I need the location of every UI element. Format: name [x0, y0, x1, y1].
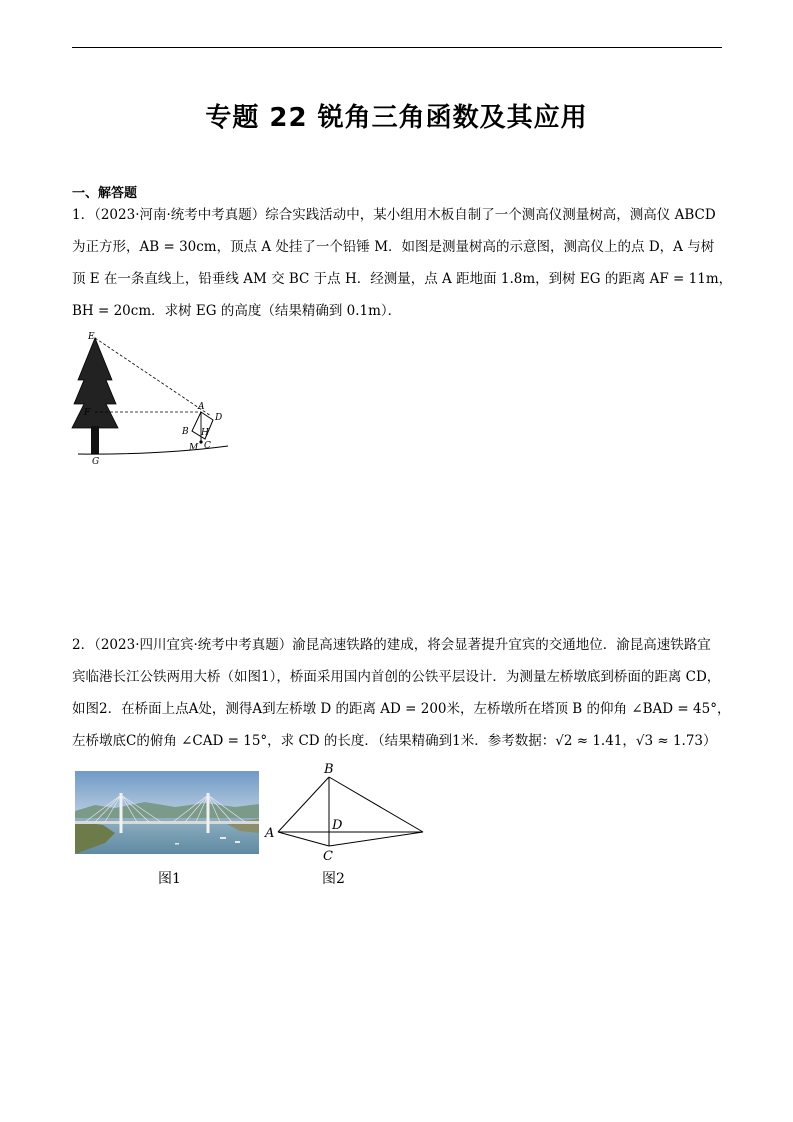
- q1-line-3: 顶 E 在一条直线上，铅垂线 AM 交 BC 于点 H．经测量，点 A 距地面 1.8m，到树 EG 的距离 AF = 11m，: [72, 271, 733, 287]
- figure-1-caption: 图1: [158, 871, 181, 887]
- segment-ab: [278, 777, 329, 832]
- page-title: 专题 22 锐角三角函数及其应用: [205, 103, 588, 133]
- segment-ac: [278, 832, 329, 846]
- figure-2-caption: 图2: [322, 871, 345, 887]
- question-1-figure: [70, 328, 240, 468]
- bridge-photo: [75, 771, 259, 854]
- q1-line-1: 1．（2023·河南·统考中考真题）综合实践活动中，某小组用木板自制了一个测高仪测量树高，测高仪 ABCD: [72, 207, 716, 223]
- label-g: G: [92, 457, 100, 467]
- q2-line-2: 宾临港长江公铁两用大桥（如图1），桥面采用国内首创的公铁平层设计．为测量左桥墩底到桥面的距离 CD，: [72, 669, 721, 685]
- question-2-text: [72, 629, 732, 757]
- label-e: E: [88, 332, 95, 342]
- q1-line-2: 为正方形，AB = 30cm，顶点 A 处挂了一个铅锤 M．如图是测量树高的示意图，测高仪上的点 D，A 与树: [72, 239, 715, 255]
- label-d: D: [215, 413, 223, 423]
- plumb-weight: [199, 440, 202, 443]
- label-d2: D: [332, 818, 343, 833]
- label-c2: C: [323, 849, 333, 864]
- label-b: B: [182, 427, 189, 437]
- tree-crown: [72, 338, 118, 428]
- section-heading: 一、解答题: [72, 186, 138, 201]
- q1-line-4: BH = 20cm．求树 EG 的高度（结果精确到 0.1m）．: [72, 303, 402, 319]
- label-h: H: [201, 428, 209, 438]
- label-m: M: [189, 443, 199, 453]
- label-b2: B: [324, 762, 334, 777]
- tree-trunk: [91, 426, 99, 454]
- segment-bd-ext: [329, 777, 423, 832]
- question-2-figure: [262, 760, 432, 868]
- q2-line-4: 左桥墩底C的俯角 ∠CAD = 15°，求 CD 的长度．（结果精确到1米．参考数据：√2 ≈ 1.41，√3 ≈ 1.73）: [72, 733, 717, 749]
- header-rule: [72, 47, 722, 48]
- q2-line-3: 如图2．在桥面上点A处，测得A到左桥墩 D 的距离 AD = 200米，左桥墩所在塔顶 B 的仰角 ∠BAD = 45°，: [72, 701, 731, 717]
- label-f: F: [84, 408, 91, 418]
- segment-c-right: [329, 832, 423, 846]
- label-a2: A: [265, 826, 275, 841]
- q2-line-1: 2．（2023·四川宜宾·统考中考真题）渝昆高速铁路的建成，将会显著提升宜宾的交通地位．渝昆高速铁路宜: [72, 637, 711, 653]
- question-1-text: [72, 199, 732, 327]
- label-c: C: [204, 441, 211, 451]
- label-a: A: [198, 402, 205, 412]
